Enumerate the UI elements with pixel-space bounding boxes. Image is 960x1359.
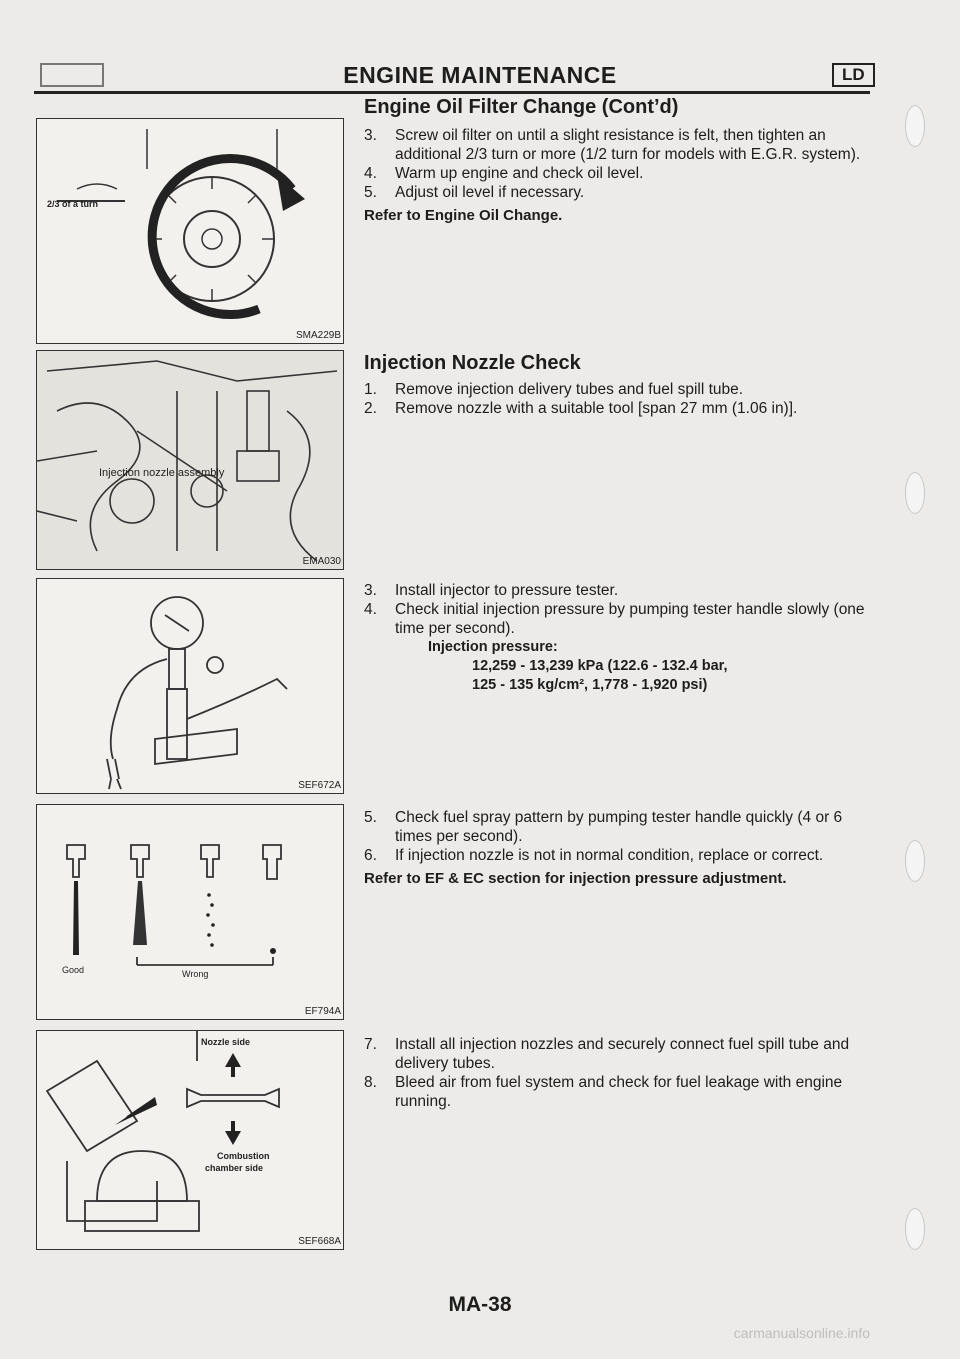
binder-hole — [905, 1208, 925, 1250]
nozzle-steps-pressure — [364, 581, 870, 695]
step-item: 2. Remove nozzle with a suitable tool [span 27 mm (1.06 in)]. — [364, 400, 798, 417]
spec-value-line: 125 - 135 kg/cm², 1,778 - 1,920 psi) — [472, 677, 708, 693]
pressure-tester-illustration — [37, 579, 343, 793]
figure-label-chamber-side: chamber side — [205, 1163, 264, 1173]
section-tag-ld: LD — [832, 63, 875, 87]
nozzle-steps-spray — [364, 808, 870, 888]
spec-block — [364, 676, 870, 695]
section-title-oil-filter: Engine Oil Filter Change (Cont’d) — [364, 96, 679, 118]
figure-label-turn: 2/3 of a turn — [47, 199, 99, 209]
figure-label-wrong: Wrong — [182, 969, 209, 979]
figure-label-combustion: Combustion — [217, 1151, 270, 1161]
figure-code: SEF672A — [298, 780, 341, 791]
figure-spray-pattern — [36, 804, 344, 1020]
spec-block — [364, 657, 870, 676]
step-item: 3. Screw oil filter on until a slight resistance is felt, then tighten an additional 2/3 turn or more (1/2 turn for models with E.G.R. system). — [364, 127, 861, 163]
step-item: 4. Warm up engine and check oil level. — [364, 165, 644, 182]
page-header-title: ENGINE MAINTENANCE — [343, 62, 617, 88]
figure-oil-filter-turn — [36, 118, 344, 344]
reference-note: Refer to EF & EC section for injection pressure adjustment. — [364, 870, 787, 887]
figure-nozzle-assembly — [36, 350, 344, 570]
nozzle-steps-removal — [364, 380, 870, 418]
binder-hole — [905, 105, 925, 147]
page-number: MA-38 — [448, 1293, 512, 1316]
figure-label-good: Good — [62, 965, 85, 975]
figure-label-nozzle-side: Nozzle side — [201, 1037, 251, 1047]
spray-pattern-illustration — [37, 805, 343, 1019]
section-title-nozzle-check: Injection Nozzle Check — [364, 352, 581, 374]
step-item: 6. If injection nozzle is not in normal condition, replace or correct. — [364, 847, 824, 864]
binder-hole — [905, 840, 925, 882]
step-item: 8. Bleed air from fuel system and check for fuel leakage with engine running. — [364, 1074, 843, 1110]
step-item: 3. Install injector to pressure tester. — [364, 582, 619, 599]
oil-filter-steps — [364, 126, 870, 225]
reference-note: Refer to Engine Oil Change. — [364, 207, 563, 224]
watermark: carmanualsonline.info — [733, 1325, 870, 1341]
step-item: 5. Check fuel spray pattern by pumping tester handle quickly (4 or 6 times per second). — [364, 809, 843, 845]
spec-value-line: 12,259 - 13,239 kPa (122.6 - 132.4 bar, — [472, 658, 728, 674]
figure-code: EMA030 — [302, 556, 341, 567]
step-item: 4. Check initial injection pressure by pumping tester handle slowly (one time per second). — [364, 601, 865, 637]
figure-label-nozzle: Injection nozzle assembly — [99, 467, 225, 479]
nozzle-seat-illustration — [37, 1031, 343, 1249]
figure-code: EF794A — [304, 1006, 341, 1017]
oil-filter-illustration — [37, 119, 343, 343]
figure-nozzle-seat — [36, 1030, 344, 1250]
figure-pressure-tester — [36, 578, 344, 794]
nozzle-steps-install — [364, 1035, 870, 1111]
binder-hole — [905, 472, 925, 514]
engine-nozzle-illustration — [37, 351, 343, 569]
step-item: 5. Adjust oil level if necessary. — [364, 184, 585, 201]
spec-label: Injection pressure: — [428, 639, 558, 655]
header-rule — [34, 91, 870, 94]
figure-code: SEF668A — [298, 1236, 341, 1247]
step-item: 7. Install all injection nozzles and securely connect fuel spill tube and delivery tubes. — [364, 1036, 850, 1072]
step-item: 1. Remove injection delivery tubes and fuel spill tube. — [364, 381, 744, 398]
figure-code: SMA229B — [295, 330, 341, 341]
